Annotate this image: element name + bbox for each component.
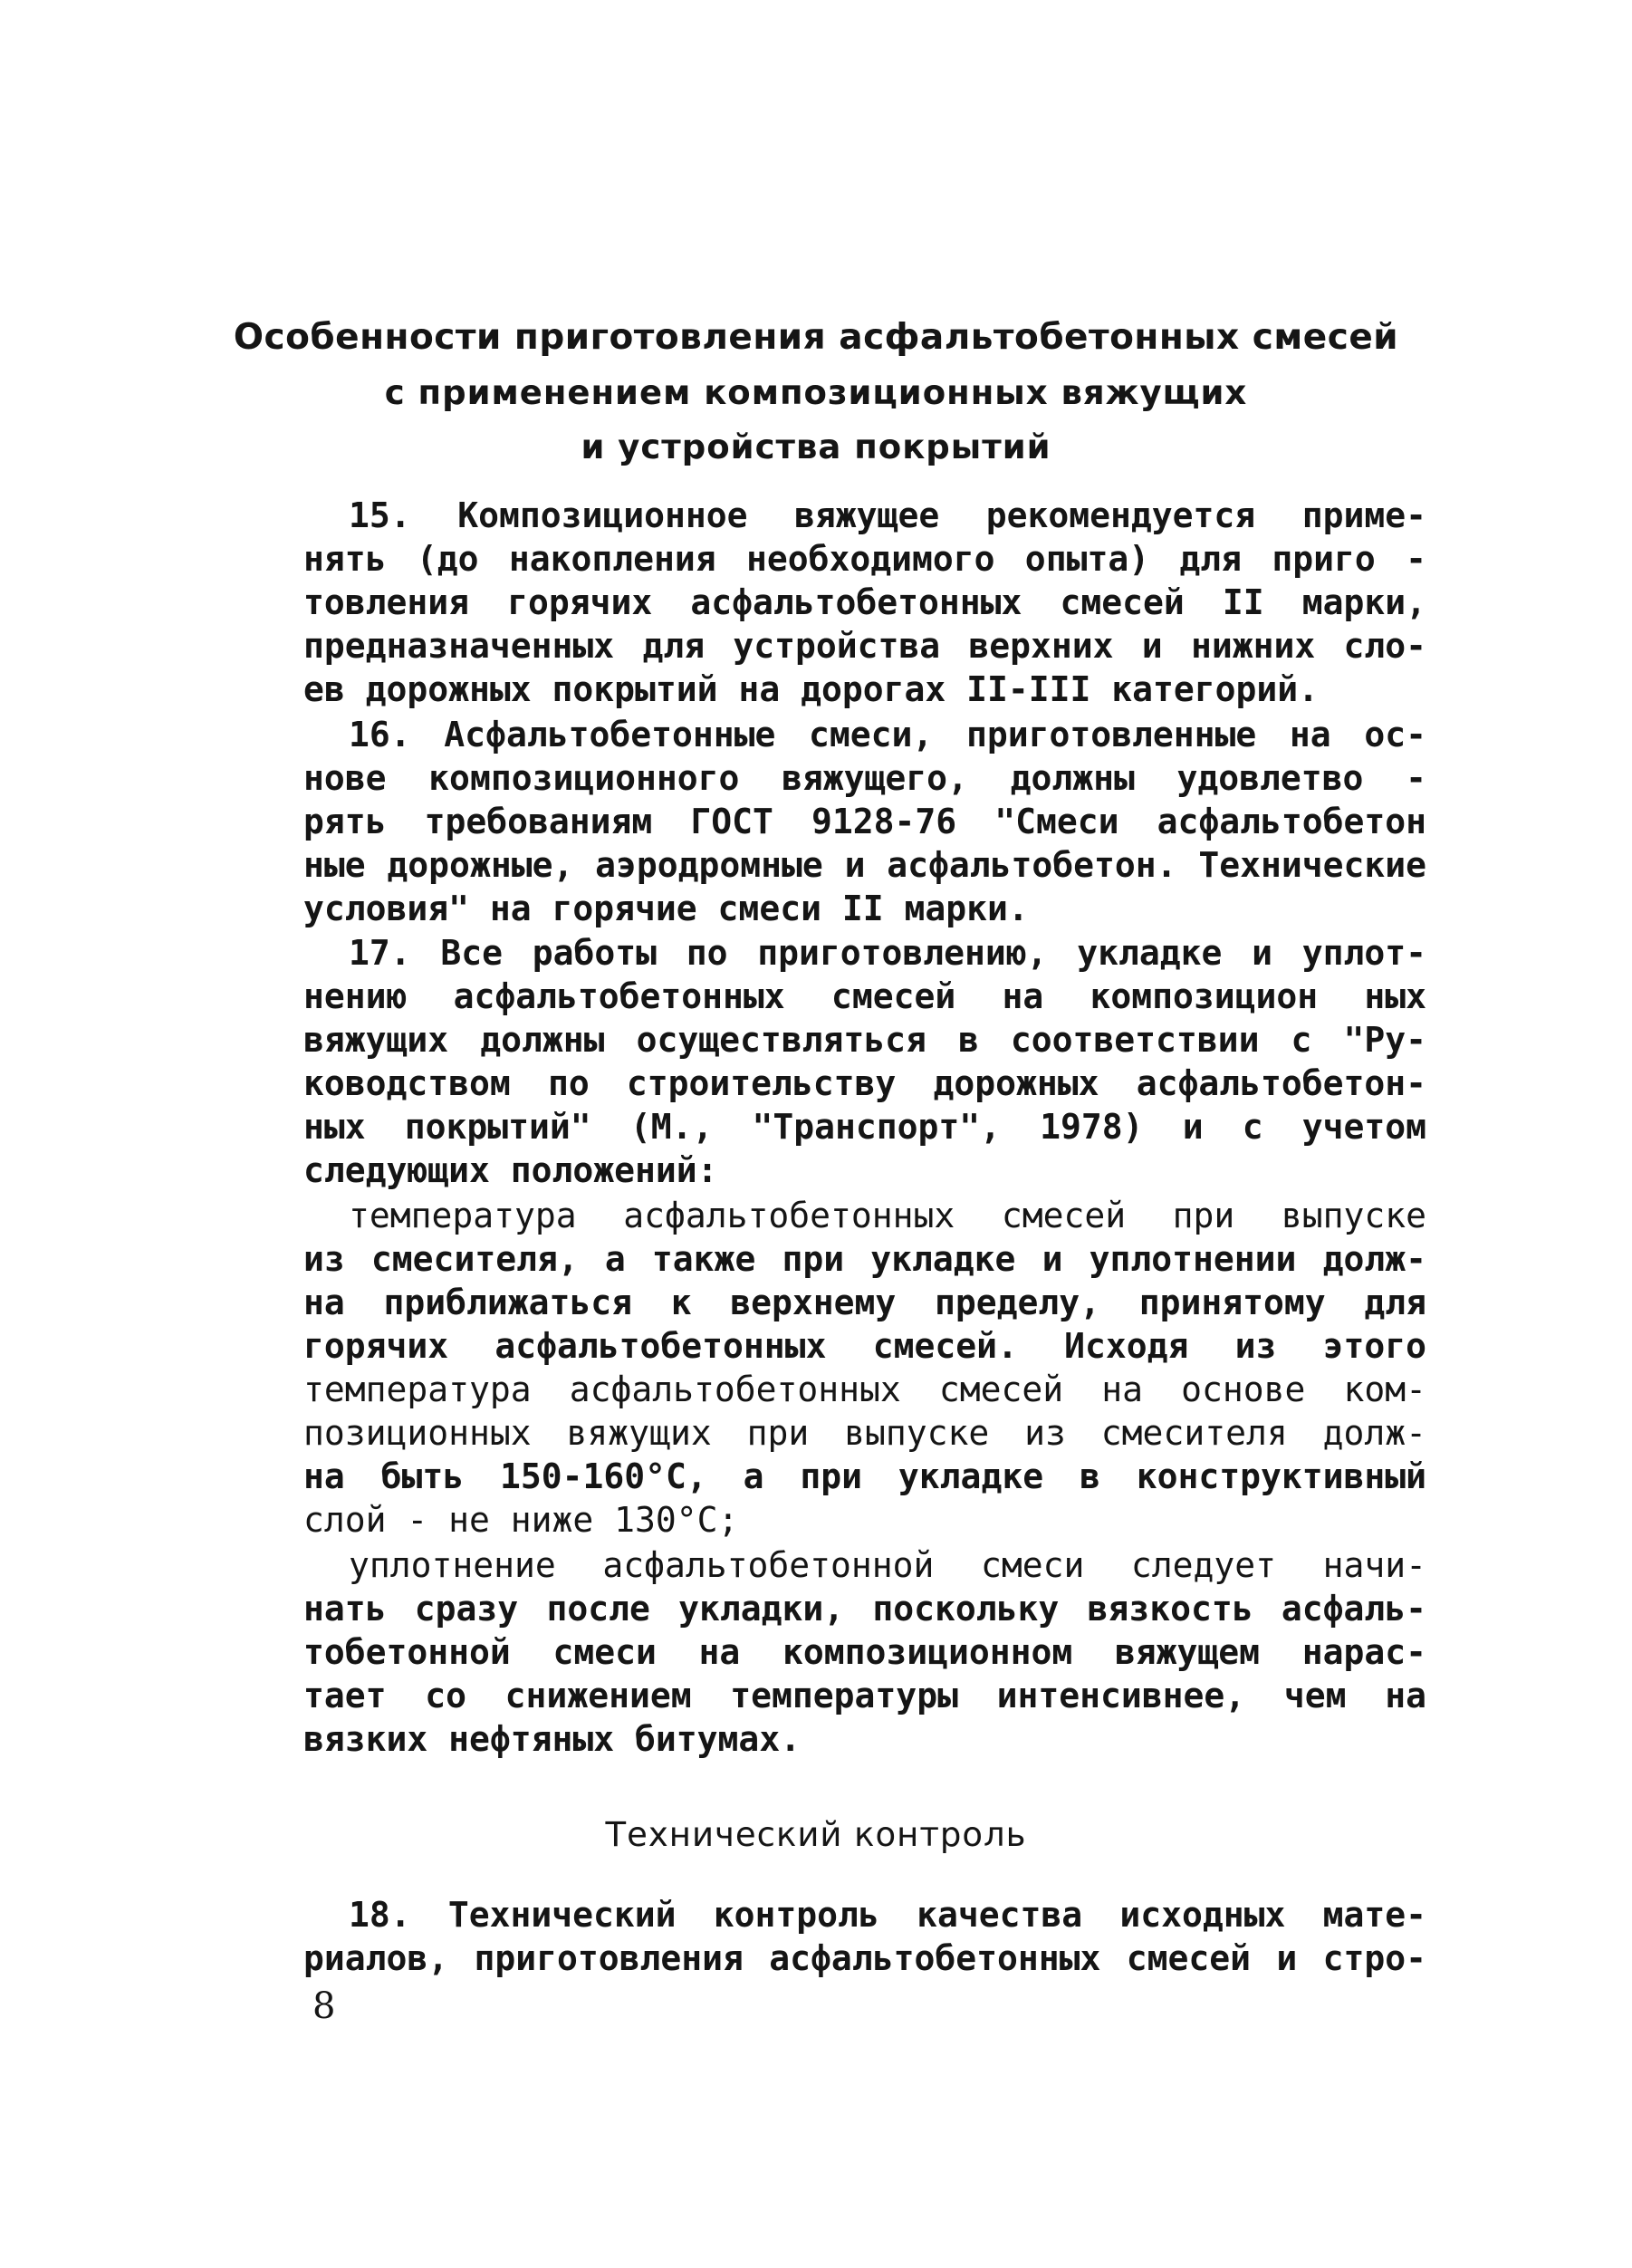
compaction-clause-line: нать сразу после укладки, поскольку вязкость асфаль- — [303, 1589, 1426, 1629]
paragraph-17-line: следующих положений: — [303, 1150, 718, 1190]
temperature-clause-line: горячих асфальтобетонных смесей. Исходя из этого — [303, 1326, 1426, 1366]
temperature-clause-line: температура асфальтобетонных смесей при выпуске — [349, 1196, 1426, 1235]
page-number: 8 — [312, 1985, 336, 2027]
paragraph-15-line: предназначенных для устройства верхних и нижних сло- — [303, 626, 1426, 666]
temperature-clause-line: из смесителя, а также при укладке и уплотнении долж- — [303, 1239, 1426, 1279]
paragraph-17-line: нению асфальтобетонных смесей на композицион ных — [303, 976, 1426, 1016]
paragraph-16-line: ные дорожные, аэродромные и асфальтобетон. Технические — [303, 845, 1426, 885]
paragraph-16-line: условия" на горячие смеси II марки. — [303, 889, 1029, 928]
paragraph-16-line: нове композиционного вяжущего, должны удовлетво - — [303, 758, 1426, 798]
paragraph-17-line: ководством по строительству дорожных асфальтобетон- — [303, 1063, 1426, 1103]
paragraph-15-line: ев дорожных покрытий на дорогах II-III категорий. — [303, 669, 1320, 709]
temperature-clause-line: температура асфальтобетонных смесей на основе ком- — [303, 1369, 1426, 1409]
paragraph-16-line: рять требованиям ГОСТ 9128-76 "Смеси асфальтобетон — [303, 802, 1426, 841]
paragraph-18-line: 18. Технический контроль качества исходных мате- — [349, 1895, 1426, 1935]
temperature-clause-line: на быть 150-160°С, а при укладке в конструктивный — [303, 1456, 1426, 1496]
paragraph-15-line: товления горячих асфальтобетонных смесей II марки, — [303, 582, 1426, 622]
temperature-clause-line: позиционных вяжущих при выпуске из смесителя долж- — [303, 1413, 1426, 1453]
compaction-clause-line: тает со снижением температуры интенсивнее, чем на — [303, 1676, 1426, 1715]
temperature-clause-line: слой - не ниже 130°С; — [303, 1500, 739, 1540]
section-heading-line-3: и устройства покрытий — [581, 428, 1051, 466]
subheading-technical-control: Технический контроль — [605, 1815, 1027, 1854]
paragraph-17-line: ных покрытий" (М., "Транспорт", 1978) и с учетом — [303, 1107, 1426, 1147]
temperature-clause-line: на приближаться к верхнему пределу, принятому для — [303, 1283, 1426, 1322]
section-heading-line-2: с применением композиционных вяжущих — [384, 373, 1248, 412]
paragraph-17-line: вяжущих должны осуществляться в соответствии с "Ру- — [303, 1020, 1426, 1060]
paragraph-16-line: 16. Асфальтобетонные смеси, приготовленные на ос- — [349, 715, 1426, 754]
paragraph-18-line: риалов, приготовления асфальтобетонных смесей и стро- — [303, 1938, 1426, 1978]
compaction-clause-line: вязких нефтяных битумах. — [303, 1719, 802, 1759]
paragraph-15-line: 15. Композиционное вяжущее рекомендуется приме- — [349, 495, 1426, 535]
paragraph-17-line: 17. Все работы по приготовлению, укладке и уплот- — [349, 933, 1426, 973]
section-heading-line-1: Особенности приготовления асфальтобетонных смесей — [233, 317, 1399, 358]
compaction-clause-line: тобетонной смеси на композиционном вяжущем нарас- — [303, 1632, 1426, 1672]
paragraph-15-line: нять (до накопления необходимого опыта) для приго - — [303, 539, 1426, 579]
compaction-clause-line: уплотнение асфальтобетонной смеси следует начи- — [349, 1545, 1426, 1585]
